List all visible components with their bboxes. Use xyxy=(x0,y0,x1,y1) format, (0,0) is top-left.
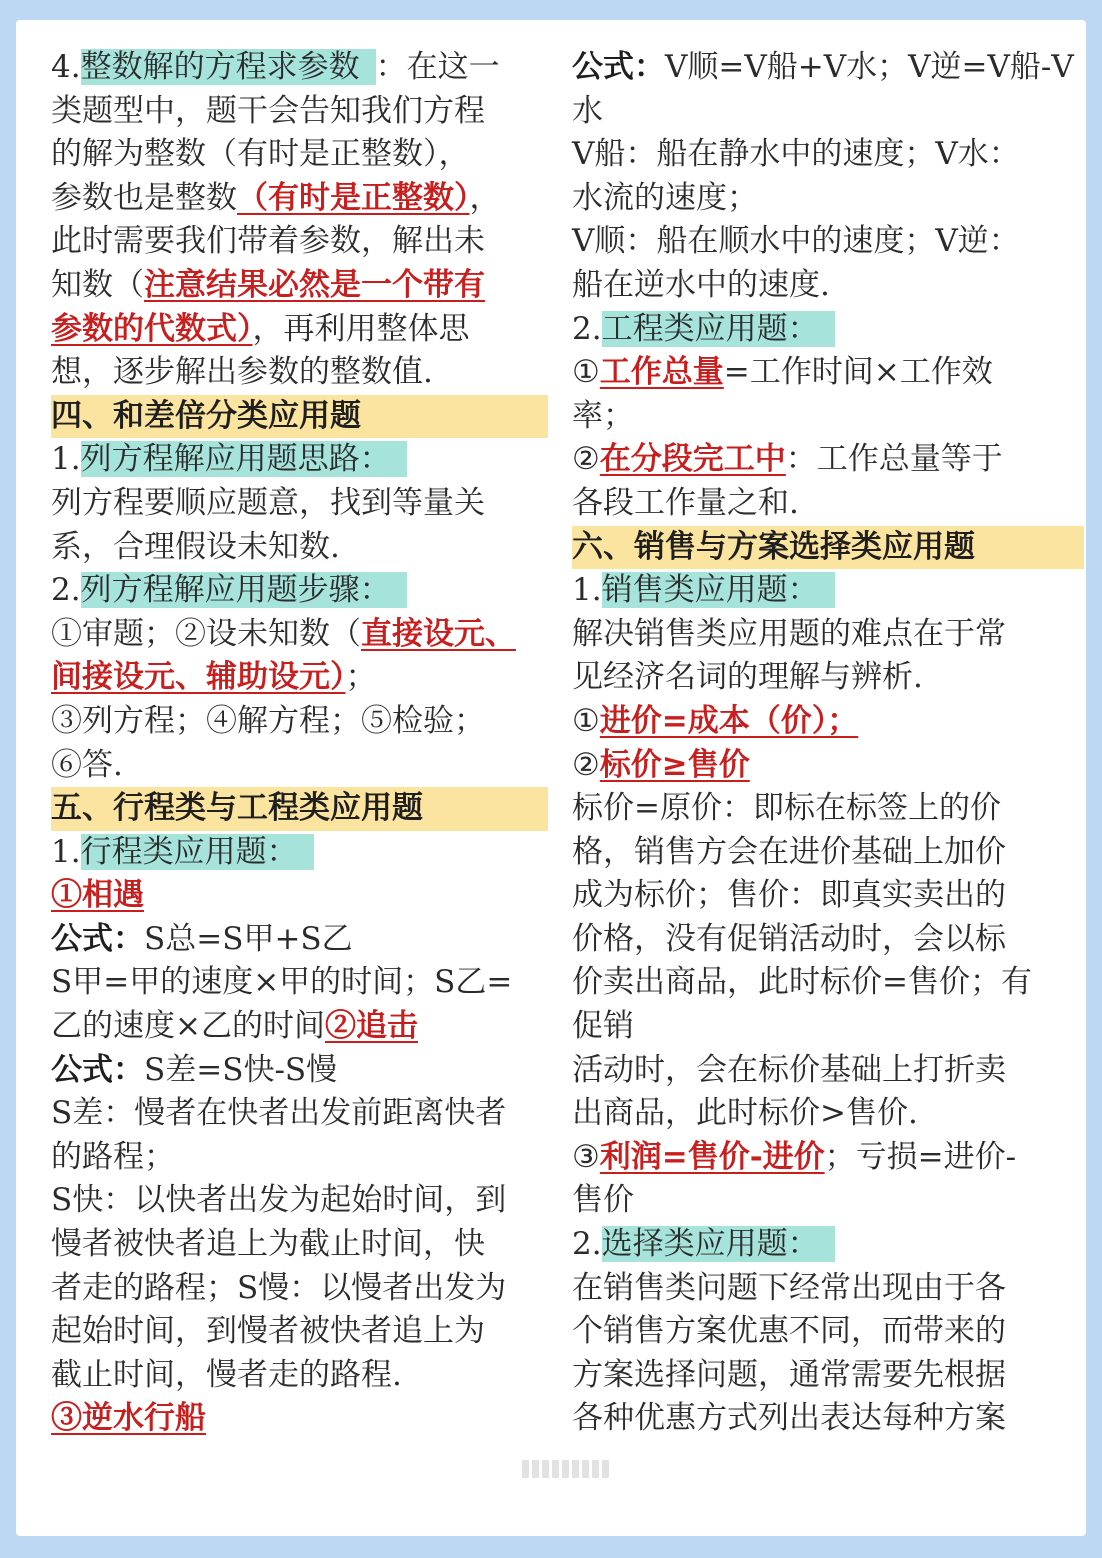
text-line xyxy=(572,1223,1072,1267)
text-line: 想，逐步解出参数的整数值. xyxy=(51,354,433,391)
text-line: 价格，没有促销活动时，会以标 xyxy=(572,920,1006,957)
red-emphasis: 利润=售价-进价 xyxy=(599,1138,825,1175)
text-line xyxy=(51,569,536,613)
text-line xyxy=(572,438,1072,482)
formula-text: V顺=V船+V水；V逆=V船-V xyxy=(665,49,1074,85)
text-line: S甲=甲的速度×甲的时间；S乙= xyxy=(51,964,513,1001)
section-heading xyxy=(51,787,536,831)
text-line: ⑥答. xyxy=(51,746,123,783)
highlighted-subheading: 整数解的方程求参数 xyxy=(81,49,376,85)
formula-line xyxy=(51,918,536,962)
formula-label: 公式： xyxy=(51,1051,144,1088)
text-span: ， xyxy=(469,179,501,216)
formula-text: S差=S快-S慢 xyxy=(144,1051,338,1088)
text-span: ② xyxy=(572,746,600,783)
item-number: 1. xyxy=(572,572,602,609)
text-span: ① xyxy=(572,354,600,391)
text-line: 格，销售方会在进价基础上加价 xyxy=(572,833,1006,870)
text-line: 水流的速度； xyxy=(572,179,758,216)
section-heading xyxy=(51,395,536,439)
text-span: 知数（ xyxy=(51,266,144,303)
highlighted-subheading: 工程类应用题： xyxy=(602,311,835,347)
text-line xyxy=(51,438,536,482)
red-emphasis: 参数的代数式） xyxy=(51,310,253,347)
highlighted-subheading: 列方程解应用题思路： xyxy=(81,441,407,477)
text-line: 售价 xyxy=(572,1182,634,1219)
text-line xyxy=(572,351,1072,395)
highlighted-subheading: 销售类应用题： xyxy=(602,572,835,608)
text-span: =工作时间×工作效 xyxy=(723,354,993,391)
text-line: 慢者被快者追上为截止时间，快 xyxy=(51,1226,485,1263)
text-line xyxy=(51,264,536,308)
text-span: ：工作总量等于 xyxy=(785,441,1003,478)
text-line: V顺：船在顺水中的速度；V逆： xyxy=(572,223,1020,260)
text-span: ：在这一 xyxy=(375,49,500,85)
text-line: V船：船在静水中的速度；V水： xyxy=(572,136,1020,173)
section-heading xyxy=(572,526,1072,570)
text-line xyxy=(51,1397,536,1441)
formula-text: S总=S甲+S乙 xyxy=(144,920,353,957)
text-line: 出商品，此时标价>售价. xyxy=(572,1095,918,1132)
text-line: 促销 xyxy=(572,1008,634,1045)
section-heading-text: 四、和差倍分类应用题 xyxy=(51,395,548,439)
formula-line xyxy=(572,46,1072,90)
text-line: 在销售类问题下经常出现由于各 xyxy=(572,1269,1006,1306)
red-emphasis: 注意结果必然是一个带有 xyxy=(144,266,485,303)
red-emphasis: （有时是正整数） xyxy=(237,179,470,216)
text-line xyxy=(51,308,536,352)
item-number: 1. xyxy=(51,441,81,478)
text-line xyxy=(572,569,1072,613)
text-line: 方案选择问题，通常需要先根据 xyxy=(572,1356,1006,1393)
text-line: 见经济名词的理解与辨析. xyxy=(572,659,923,696)
highlighted-subheading: 选择类应用题： xyxy=(602,1226,835,1262)
right-column xyxy=(572,46,1072,1441)
red-emphasis: 标价≥售价 xyxy=(599,746,750,783)
item-number: 2. xyxy=(572,310,602,347)
item-number: 2. xyxy=(51,572,81,609)
text-line: 个销售方案优惠不同，而带来的 xyxy=(572,1313,1006,1350)
text-line: 标价=原价：即标在标签上的价 xyxy=(572,790,1001,827)
red-emphasis: ②追击 xyxy=(324,1008,418,1045)
red-emphasis: 直接设元、 xyxy=(361,615,516,652)
text-line xyxy=(51,177,536,221)
text-line xyxy=(51,46,536,90)
red-emphasis: ①相遇 xyxy=(51,877,144,914)
highlighted-subheading: 列方程解应用题步骤： xyxy=(81,572,407,608)
text-span: ； xyxy=(345,659,377,696)
text-line: ③列方程；④解方程；⑤检验； xyxy=(51,702,485,739)
text-line xyxy=(572,308,1072,352)
text-line: S快：以快者出发为起始时间，到 xyxy=(51,1182,507,1219)
item-number: 4. xyxy=(51,49,81,85)
text-line: 起始时间，到慢者被快者追上为 xyxy=(51,1313,485,1350)
red-emphasis: 间接设元、辅助设元） xyxy=(51,659,346,696)
text-line: S差：慢者在快者出发前距离快者 xyxy=(51,1095,507,1132)
text-line xyxy=(572,1136,1072,1180)
highlighted-subheading: 行程类应用题： xyxy=(81,834,314,870)
text-line: 此时需要我们带着参数，解出未 xyxy=(51,223,485,260)
text-line: 类题型中，题干会告知我们方程 xyxy=(51,92,485,129)
text-span: ；亏损=进价- xyxy=(824,1138,1017,1175)
text-line: 列方程要顺应题意，找到等量关 xyxy=(51,484,485,521)
text-line: 的路程； xyxy=(51,1138,175,1175)
text-line: 者走的路程；S慢：以慢者出发为 xyxy=(51,1269,507,1306)
text-line: 率； xyxy=(572,397,634,434)
text-line xyxy=(572,700,1072,744)
formula-label: 公式： xyxy=(51,920,144,957)
text-line: 各段工作量之和. xyxy=(572,484,799,521)
red-emphasis: 进价=成本（价）； xyxy=(599,702,859,739)
section-heading-text: 五、行程类与工程类应用题 xyxy=(51,787,548,831)
text-line: 系，合理假设未知数. xyxy=(51,528,340,565)
red-emphasis: 工作总量 xyxy=(599,354,724,391)
item-number: 2. xyxy=(572,1226,602,1263)
text-span: 乙的速度×乙的时间 xyxy=(51,1008,325,1045)
text-line: 各种优惠方式列出表达每种方案 xyxy=(572,1400,1006,1437)
text-span: ② xyxy=(572,441,600,478)
text-line: 截止时间，慢者走的路程. xyxy=(51,1356,402,1393)
text-line: 船在逆水中的速度. xyxy=(572,266,830,303)
text-line xyxy=(51,1005,536,1049)
text-line xyxy=(572,744,1072,788)
item-number: 1. xyxy=(51,833,81,870)
text-line xyxy=(51,613,536,657)
text-line xyxy=(51,831,536,875)
text-span: ① xyxy=(572,702,600,739)
left-column xyxy=(51,46,536,1441)
formula-label: 公式： xyxy=(572,49,665,85)
text-line: 解决销售类应用题的难点在于常 xyxy=(572,615,1006,652)
text-span: ③ xyxy=(572,1138,600,1175)
text-span: ①审题；②设未知数（ xyxy=(51,615,361,652)
red-emphasis: ③逆水行船 xyxy=(51,1400,206,1437)
text-span: 参数也是整数 xyxy=(51,179,237,216)
text-line: 活动时，会在标价基础上打折卖 xyxy=(572,1051,1006,1088)
formula-line xyxy=(51,1049,536,1093)
text-line: 的解为整数（有时是正整数）， xyxy=(51,136,470,173)
section-heading-text: 六、销售与方案选择类应用题 xyxy=(572,526,1084,570)
text-line: 水 xyxy=(572,92,603,129)
text-line: 价卖出商品，此时标价=售价；有 xyxy=(572,964,1032,1001)
text-line xyxy=(51,874,536,918)
text-line: 成为标价；售价：即真实卖出的 xyxy=(572,877,1006,914)
document-page xyxy=(16,20,1086,1536)
text-span: ，再利用整体思 xyxy=(252,310,470,347)
text-line xyxy=(51,656,536,700)
watermark-dots xyxy=(522,1460,612,1478)
red-emphasis: 在分段完工中 xyxy=(599,441,786,478)
